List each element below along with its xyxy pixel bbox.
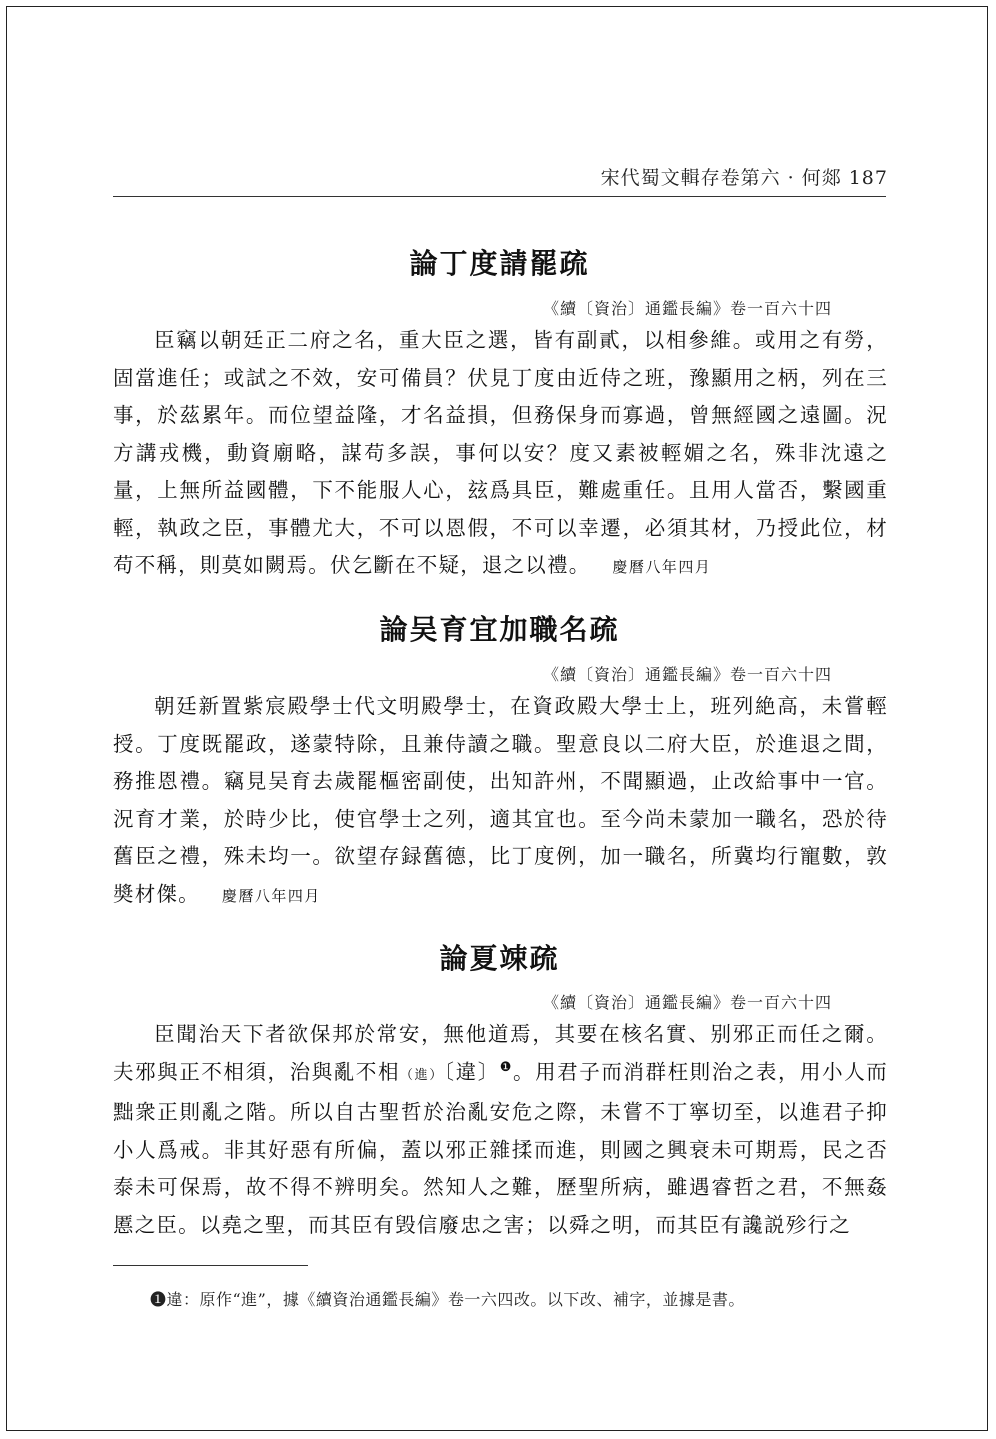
- footnote: ❶違：原作“進”，據《續資治通鑑長編》卷一六四改。以下改、補字，並據是書。: [150, 1290, 745, 1309]
- section-title: 論夏竦疏: [439, 942, 560, 975]
- footnote-rule: [113, 1265, 308, 1266]
- running-header: 宋代蜀文輯存卷第六 · 何郯 187: [600, 167, 888, 189]
- section-title: 論丁度請罷疏: [409, 247, 590, 280]
- source-citation: 《續〔資治〕通鑑長編》卷一百六十四: [542, 299, 832, 318]
- original-char: （進）: [400, 1067, 444, 1083]
- body-text: 朝廷新置紫宸殿學士代文明殿學士，在資政殿大學士上，班列絶高，未嘗輕授。丁度既罷政，遂蒙特除，且兼侍讀之職。聖意良以二府大臣，於進退之間，務推恩禮。竊見吴育去歲罷樞密副使，出知許州，不聞顯過，止改給事中一官。況育才業，於時少比，使官學士之列，適其宜也。至今尚未蒙加一職名，恐於待舊臣之禮，殊未均一。欲望存録舊德，比丁度例，加一職名，所冀均行寵數，敦奬材傑。: [113, 694, 888, 906]
- section-body: [113, 322, 888, 587]
- body-text: 臣竊以朝廷正二府之名，重大臣之選，皆有副貳，以相參維。或用之有勞，固當進任；或試之不效，安可備員？伏見丁度由近侍之班，豫顯用之柄，列在三事，於茲累年。而位望益隆，才名益損，但務保身而寡過，曾無經國之遠圖。況方講戎機，動資廟略，謀苟多誤，事何以安？度又素被輕媚之名，殊非沈遠之量，上無所益國體，下不能服人心，玆爲具臣，難處重任。且用人當否，繫國重輕，執政之臣，事體尤大，不可以恩假，不可以幸遷，必須其材，乃授此位，材苟不稱，則莫如闕焉。伏乞斷在不疑，退之以禮。: [113, 328, 888, 577]
- corrected-char: 〔違〕: [443, 1059, 500, 1084]
- body-text: 。用君子而消群枉則治之表，用小人而黜衆正則亂之階。所以自古聖哲於治亂安危之際，未嘗不丁寧切至，以進君子抑小人爲戒。非其好惡有所偏，蓋以邪正雜揉而進，則國之興衰未可期焉，民之否泰未可保焉，故不得不辨明矣。然知人之難，歷聖所病，雖遇睿哲之君，不無姦慝之臣。以堯之聖，而其臣有毁信廢忠之害；以舜之明，而其臣有讒説殄行之: [113, 1059, 888, 1237]
- date-note: 慶曆八年四月: [221, 886, 321, 905]
- source-citation: 《續〔資治〕通鑑長編》卷一百六十四: [542, 665, 832, 684]
- section-title: 論吴育宜加職名疏: [379, 613, 620, 646]
- section-body: [113, 1016, 888, 1244]
- date-note: 慶曆八年四月: [612, 558, 712, 576]
- header-rule: [113, 196, 886, 197]
- source-citation: 《續〔資治〕通鑑長編》卷一百六十四: [542, 993, 832, 1012]
- body-text: 臣聞治天下者欲保邦於常安，無他道焉，其要在核名實、别邪正而任之爾。夫邪與正不相須，治與亂不相: [113, 1022, 888, 1084]
- section-body: [113, 688, 888, 915]
- footnote-marker[interactable]: ❶: [499, 1059, 514, 1075]
